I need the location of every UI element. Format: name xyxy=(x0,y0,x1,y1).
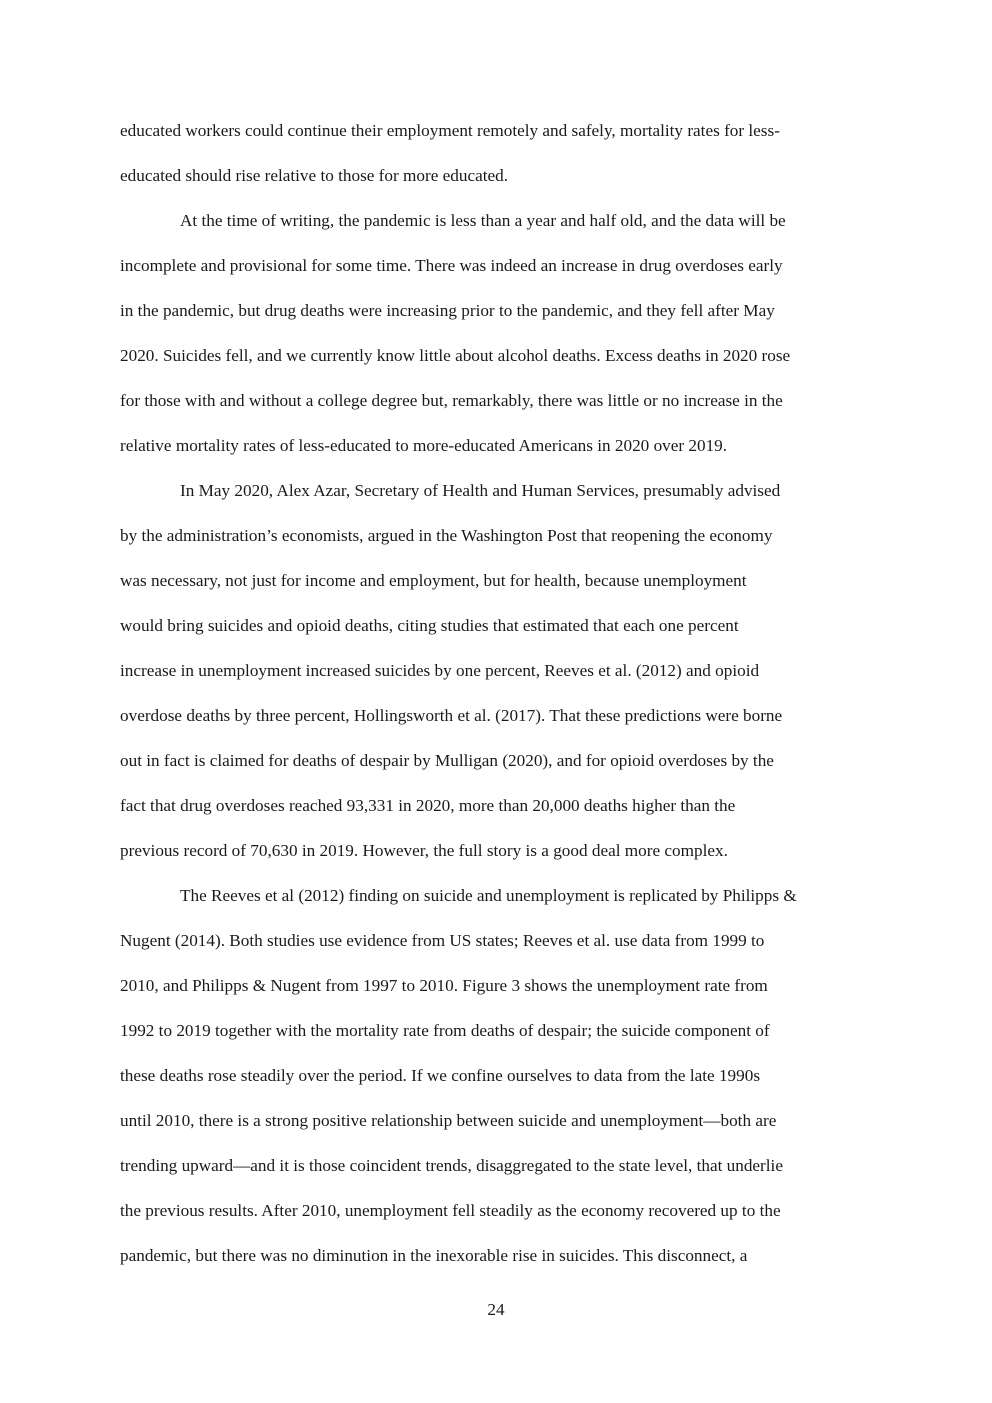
text-line: relative mortality rates of less-educated to more-educated Americans in 2020 over 2019. xyxy=(120,436,728,455)
text-line: pandemic, but there was no diminution in the inexorable rise in suicides. This disconnect, a xyxy=(120,1246,748,1265)
text-line: out in fact is claimed for deaths of despair by Mulligan (2020), and for opioid overdoses by the xyxy=(120,751,774,770)
text-line: Nugent (2014). Both studies use evidence from US states; Reeves et al. use data from 1999 to xyxy=(120,931,765,950)
text-line: until 2010, there is a strong positive relationship between suicide and unemployment—both are xyxy=(120,1111,777,1130)
text-line: increase in unemployment increased suicides by one percent, Reeves et al. (2012) and opioid xyxy=(120,661,760,680)
text-line: for those with and without a college degree but, remarkably, there was little or no increase in the xyxy=(120,391,783,410)
text-line: educated workers could continue their employment remotely and safely, mortality rates for less- xyxy=(120,121,780,140)
text-line: incomplete and provisional for some time. There was indeed an increase in drug overdoses early xyxy=(120,256,783,275)
text-line: At the time of writing, the pandemic is less than a year and half old, and the data will be xyxy=(180,211,786,230)
text-line: was necessary, not just for income and employment, but for health, because unemployment xyxy=(120,571,747,590)
text-line: The Reeves et al (2012) finding on suicide and unemployment is replicated by Philipps & xyxy=(180,886,797,905)
text-line: 1992 to 2019 together with the mortality rate from deaths of despair; the suicide component of xyxy=(120,1021,770,1040)
text-line: previous record of 70,630 in 2019. However, the full story is a good deal more complex. xyxy=(120,841,728,860)
text-line: overdose deaths by three percent, Hollingsworth et al. (2017). That these predictions were borne xyxy=(120,706,783,725)
text-line: the previous results. After 2010, unemployment fell steadily as the economy recovered up to the xyxy=(120,1201,781,1220)
text-line: In May 2020, Alex Azar, Secretary of Health and Human Services, presumably advised xyxy=(180,481,781,500)
text-line: by the administration’s economists, argued in the Washington Post that reopening the economy xyxy=(120,526,773,545)
text-line: would bring suicides and opioid deaths, citing studies that estimated that each one percent xyxy=(120,616,739,635)
text-line: educated should rise relative to those for more educated. xyxy=(120,166,509,185)
text-line: trending upward—and it is those coincident trends, disaggregated to the state level, that underlie xyxy=(120,1156,783,1175)
text-line: these deaths rose steadily over the period. If we confine ourselves to data from the late 1990s xyxy=(120,1066,761,1085)
text-line: in the pandemic, but drug deaths were increasing prior to the pandemic, and they fell after May xyxy=(120,301,775,320)
text-line: fact that drug overdoses reached 93,331 in 2020, more than 20,000 deaths higher than the xyxy=(120,796,736,815)
text-line: 2010, and Philipps & Nugent from 1997 to 2010. Figure 3 shows the unemployment rate from xyxy=(120,976,768,995)
page-number: 24 xyxy=(487,1300,505,1319)
text-line: 2020. Suicides fell, and we currently know little about alcohol deaths. Excess deaths in 2020 rose xyxy=(120,346,791,365)
